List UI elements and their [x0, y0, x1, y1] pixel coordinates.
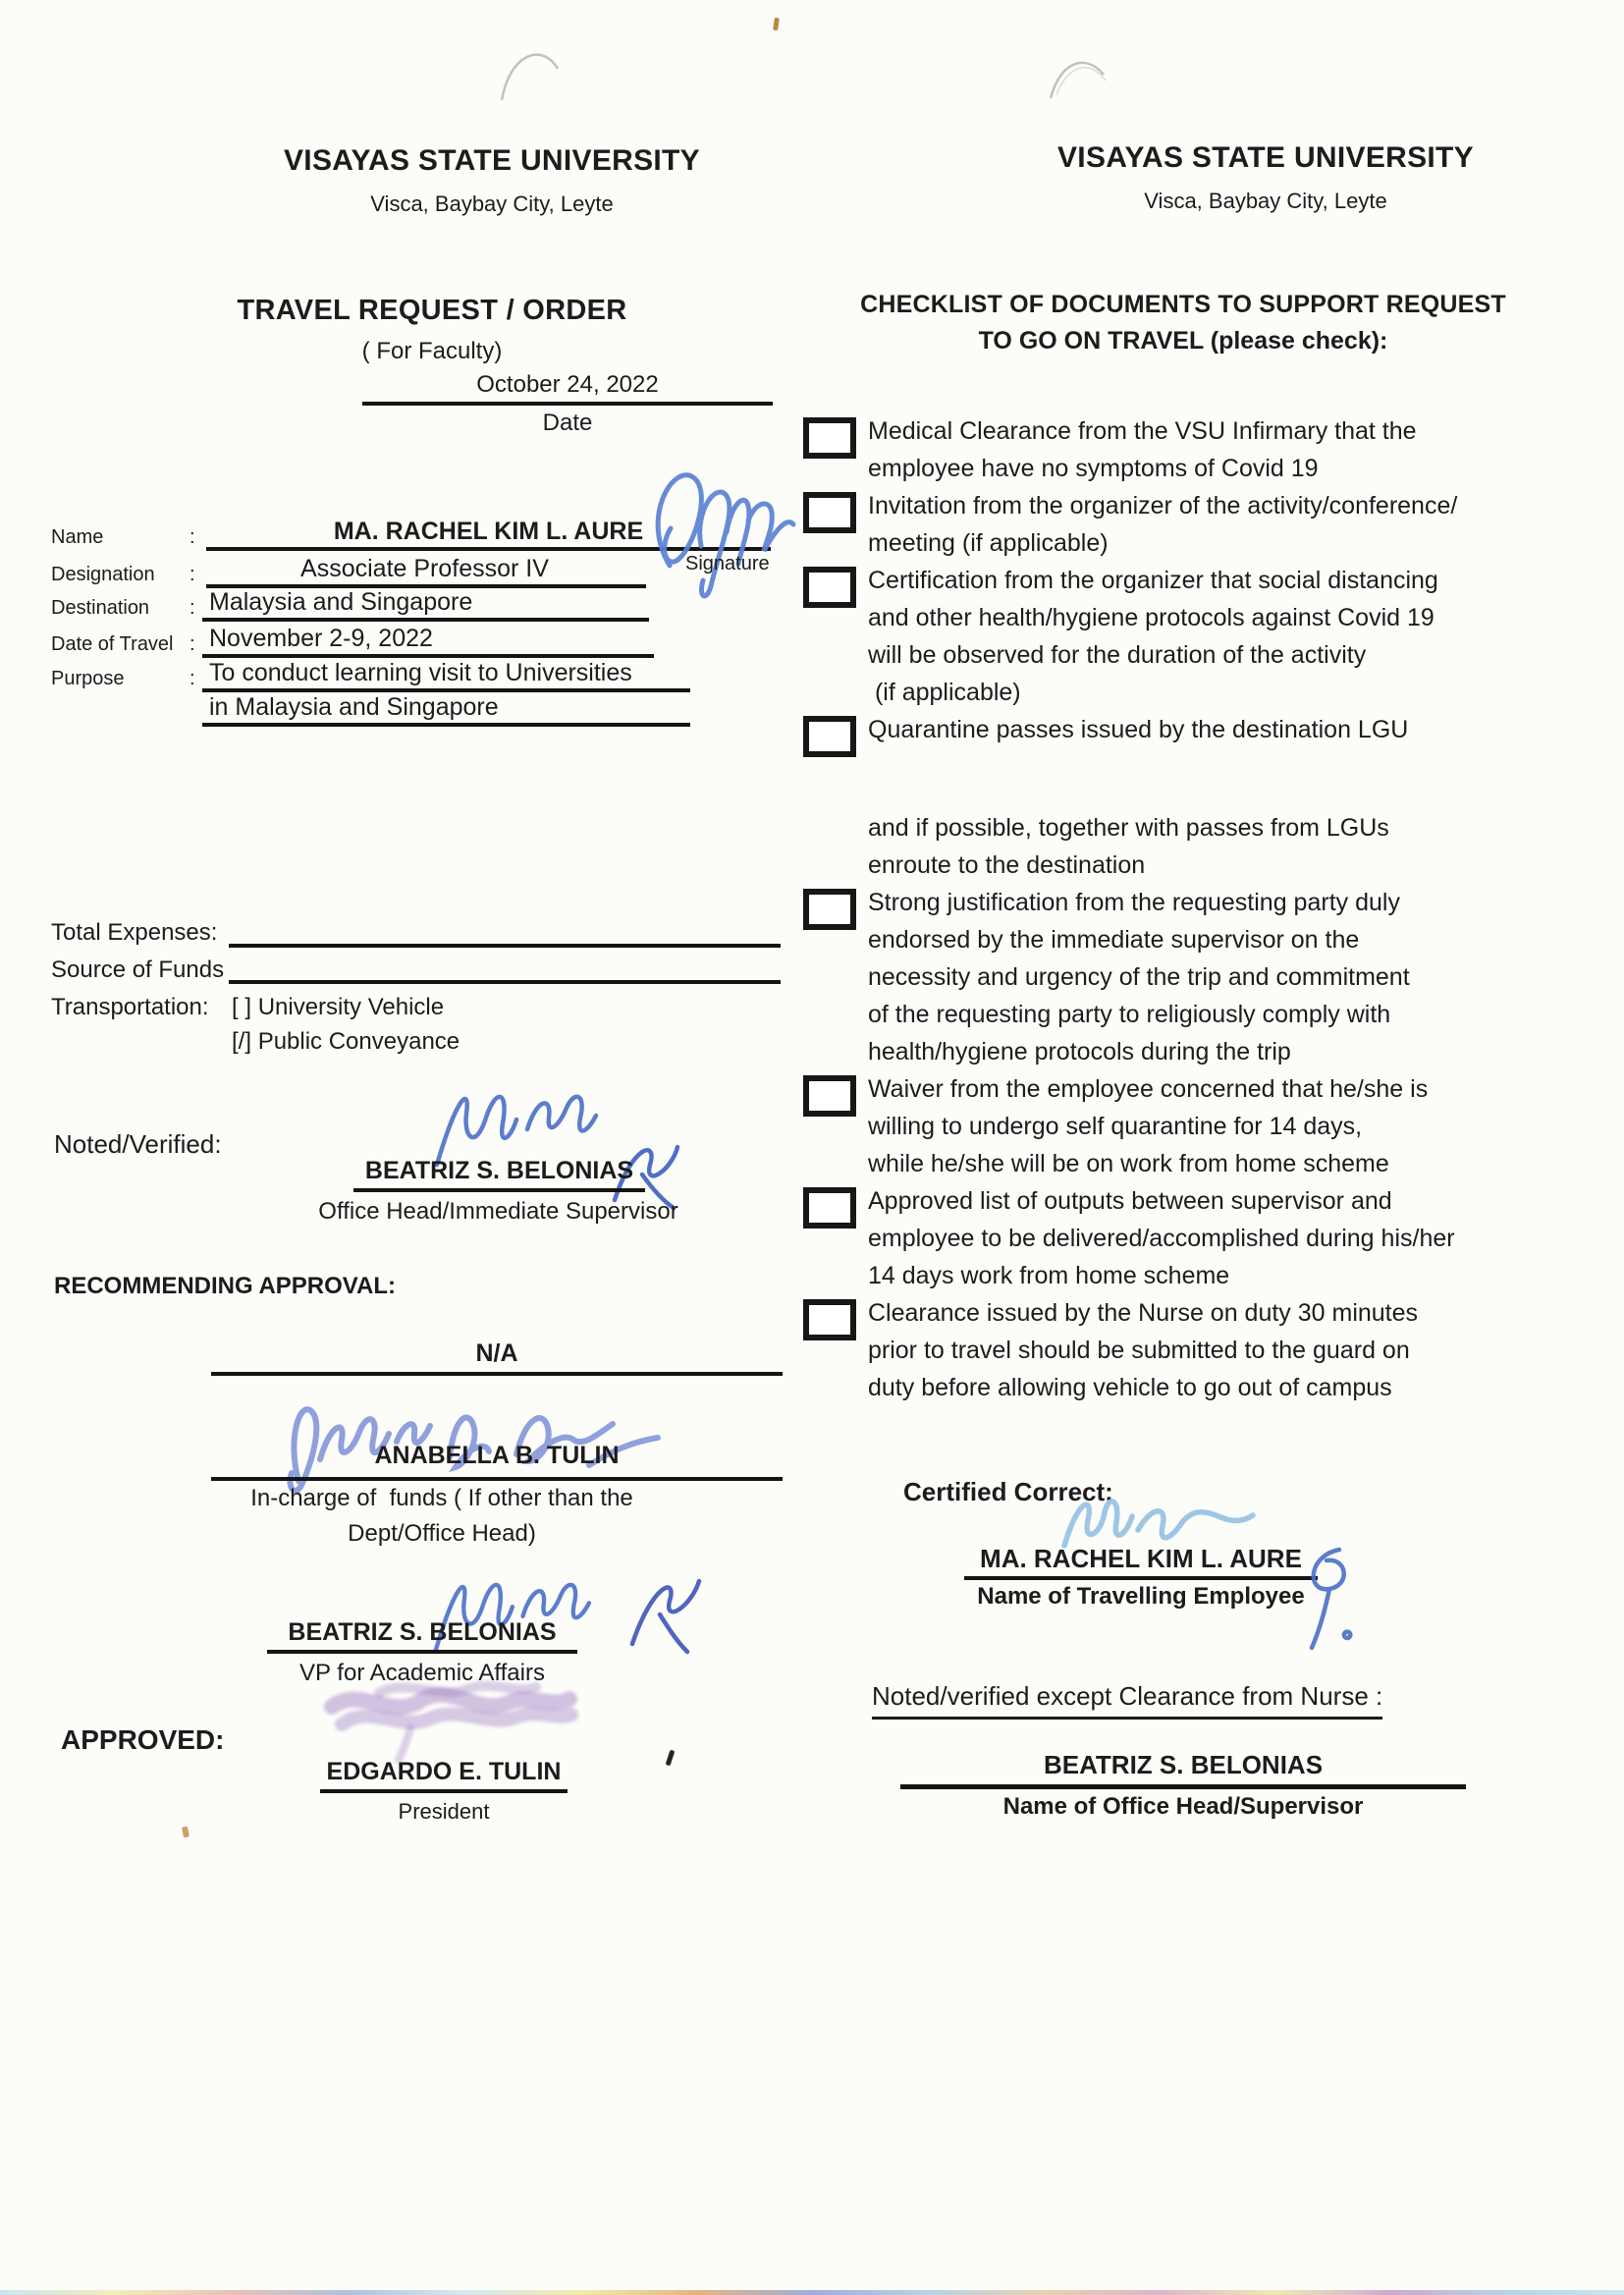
- date-value: October 24, 2022: [476, 371, 659, 398]
- checklist-line: employee have no symptoms of Covid 19: [868, 455, 1319, 482]
- checklist-title-line2: TO GO ON TRAVEL (please check):: [978, 327, 1388, 355]
- checkbox[interactable]: [803, 417, 856, 459]
- transportation-label: Transportation:: [51, 994, 209, 1020]
- field-underline: [202, 654, 654, 658]
- checklist-item-medical-clearance: [803, 412, 1538, 487]
- checkbox[interactable]: [803, 567, 856, 608]
- president-name: EDGARDO E. TULIN: [320, 1758, 568, 1793]
- checklist-item-quarantine-passes: [803, 711, 1538, 748]
- source-of-funds-blank-line[interactable]: [229, 980, 781, 984]
- signature-label: Signature: [685, 553, 770, 574]
- checkbox-brackets: [/]: [232, 1028, 252, 1055]
- field-colon: :: [189, 668, 195, 689]
- checkbox[interactable]: [803, 716, 856, 757]
- field-underline: [202, 688, 690, 692]
- travelling-employee-title: Name of Travelling Employee: [977, 1583, 1305, 1610]
- incharge-title-line1: In-charge of funds ( If other than the: [250, 1485, 633, 1511]
- belonias-signature-flourish-2: [617, 1567, 705, 1661]
- field-value-name: MA. RACHEL KIM L. AURE: [333, 518, 644, 545]
- certified-correct-label: Certified Correct:: [903, 1477, 1113, 1506]
- vp-title: VP for Academic Affairs: [299, 1660, 545, 1686]
- checklist-item-invitation: [803, 487, 1538, 562]
- form-title: TRAVEL REQUEST / ORDER: [237, 295, 627, 326]
- checklist-line: endorsed by the immediate supervisor on the: [868, 926, 1360, 954]
- president-title: President: [398, 1799, 490, 1824]
- page-curl-mark-right: [1047, 51, 1110, 104]
- approved-label: APPROVED:: [61, 1724, 225, 1755]
- incharge-name: ANABELLA B. TULIN: [374, 1442, 620, 1469]
- checklist-item-waiver: [803, 1070, 1538, 1182]
- supervisor-title: Name of Office Head/Supervisor: [1002, 1793, 1364, 1820]
- total-expenses-blank-line[interactable]: [229, 944, 781, 948]
- transport-option-university-vehicle[interactable]: [232, 994, 444, 1021]
- pen-mark: [666, 1750, 676, 1767]
- transport-option-label: Public Conveyance: [257, 1028, 460, 1055]
- form-subtitle: ( For Faculty): [361, 338, 503, 364]
- checkbox[interactable]: [803, 492, 856, 533]
- transport-option-label: University Vehicle: [257, 994, 445, 1020]
- checklist-item-approved-outputs: [803, 1182, 1538, 1294]
- incharge-title-line2: Dept/Office Head): [348, 1520, 536, 1547]
- field-value-purpose-line2: in Malaysia and Singapore: [209, 693, 499, 721]
- noted-except-label: Noted/verified except Clearance from Nurse :: [872, 1681, 1382, 1720]
- field-label-designation: Designation: [51, 564, 155, 585]
- checklist-line: Strong justification from the requesting party duly: [868, 889, 1400, 916]
- vp-name: BEATRIZ S. BELONIAS: [267, 1618, 577, 1654]
- checklist-title-line1: CHECKLIST OF DOCUMENTS TO SUPPORT REQUEST: [860, 291, 1506, 318]
- university-address-left: Visca, Baybay City, Leyte: [370, 191, 614, 216]
- field-underline: [202, 618, 649, 622]
- checklist-line: health/hygiene protocols during the trip: [868, 1038, 1291, 1066]
- checkbox[interactable]: [803, 1075, 856, 1117]
- employee-signature-ink: [638, 452, 830, 609]
- checkbox[interactable]: [803, 1187, 856, 1229]
- checkbox-brackets: [ ]: [232, 994, 252, 1020]
- date-label: Date: [542, 410, 593, 436]
- supervisor-underline: [900, 1784, 1466, 1789]
- checklist-line: Invitation from the organizer of the activity/conference/: [868, 492, 1458, 519]
- field-colon: :: [189, 564, 195, 585]
- checklist-line: necessity and urgency of the trip and commitment: [868, 963, 1410, 991]
- checkbox[interactable]: [803, 1299, 856, 1340]
- checklist-line: Approved list of outputs between supervisor and: [868, 1187, 1392, 1215]
- checkbox[interactable]: [803, 889, 856, 930]
- field-value-designation: Associate Professor IV: [300, 555, 549, 582]
- transport-option-public-conveyance[interactable]: [232, 1028, 460, 1056]
- field-label-purpose: Purpose: [51, 668, 125, 689]
- supervisor-name: BEATRIZ S. BELONIAS: [1043, 1750, 1324, 1779]
- checklist-line: prior to travel should be submitted to the guard on: [868, 1337, 1410, 1364]
- checklist-line: Clearance issued by the Nurse on duty 30 minutes: [868, 1299, 1419, 1327]
- checklist-line: of the requesting party to religiously comply with: [868, 1001, 1391, 1028]
- checklist-line: Quarantine passes issued by the destination LGU: [868, 716, 1409, 743]
- university-name-right: VISAYAS STATE UNIVERSITY: [1057, 141, 1474, 174]
- checklist-item-quarantine-continuation: [803, 809, 1538, 884]
- checklist-line: meeting (if applicable): [868, 529, 1109, 557]
- field-underline: [202, 723, 690, 727]
- page-curl-mark-left: [496, 39, 565, 106]
- field-label-name: Name: [51, 526, 104, 548]
- aure-signature-flourish: [1294, 1538, 1365, 1656]
- incharge-underline: [211, 1477, 783, 1481]
- noted-title: Office Head/Immediate Supervisor: [318, 1198, 678, 1225]
- checklist-item-nurse-clearance: [803, 1294, 1538, 1406]
- purple-stamp-smudge: [320, 1669, 580, 1763]
- checklist-line: and if possible, together with passes from LGUs: [868, 814, 1389, 842]
- field-value-date-of-travel: November 2-9, 2022: [209, 625, 433, 652]
- field-colon: :: [189, 526, 195, 548]
- na-value: N/A: [475, 1339, 518, 1367]
- checklist-line: employee to be delivered/accomplished during his/her: [868, 1225, 1455, 1252]
- checklist-line: 14 days work from home scheme: [868, 1262, 1230, 1289]
- source-of-funds-label: Source of Funds: [51, 956, 225, 983]
- checklist-line: Waiver from the employee concerned that he/she is: [868, 1075, 1429, 1103]
- checklist-line: enroute to the destination: [868, 851, 1146, 879]
- field-value-purpose: To conduct learning visit to Universities: [209, 659, 632, 686]
- checklist-line: Certification from the organizer that social distancing: [868, 567, 1438, 594]
- date-underline: [362, 402, 773, 406]
- document-checklist: [803, 412, 1538, 1406]
- checklist-item-certification: [803, 562, 1538, 711]
- travelling-employee-name: MA. RACHEL KIM L. AURE: [964, 1544, 1318, 1580]
- checklist-line: will be observed for the duration of the activity: [868, 641, 1367, 669]
- checklist-line: Medical Clearance from the VSU Infirmary that the: [868, 417, 1417, 445]
- scan-speck: [773, 18, 780, 31]
- scan-speck: [182, 1826, 189, 1837]
- field-colon: :: [189, 633, 195, 655]
- scanner-edge-artifact: [0, 2290, 1624, 2295]
- recommending-approval-label: RECOMMENDING APPROVAL:: [54, 1273, 396, 1299]
- field-colon: :: [189, 597, 195, 619]
- noted-verified-label: Noted/Verified:: [54, 1129, 222, 1159]
- total-expenses-label: Total Expenses:: [51, 919, 218, 946]
- field-value-destination: Malaysia and Singapore: [209, 588, 473, 616]
- noted-name: BEATRIZ S. BELONIAS: [353, 1157, 645, 1192]
- checklist-line: and other health/hygiene protocols against Covid 19: [868, 604, 1435, 631]
- field-label-date-of-travel: Date of Travel: [51, 633, 174, 655]
- checklist-line: (if applicable): [868, 679, 1021, 706]
- university-name-left: VISAYAS STATE UNIVERSITY: [284, 144, 700, 177]
- university-address-right: Visca, Baybay City, Leyte: [1144, 189, 1387, 213]
- checklist-line: while he/she will be on work from home scheme: [868, 1150, 1389, 1177]
- checklist-line: duty before allowing vehicle to go out of campus: [868, 1374, 1392, 1401]
- field-label-destination: Destination: [51, 597, 150, 619]
- checklist-line: willing to undergo self quarantine for 14 days,: [868, 1113, 1363, 1140]
- checklist-item-strong-justification: [803, 884, 1538, 1070]
